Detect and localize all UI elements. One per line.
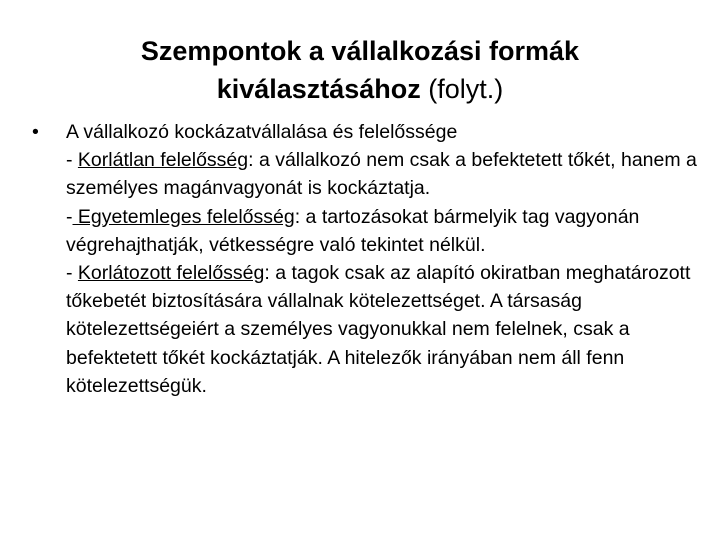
bullet-item (28, 118, 698, 146)
sub-item-text: : a tartozásokat bármelyik tag vagyonán végrehajthatják, vétkességre való tekintet nélkül. (66, 205, 640, 256)
sub-item-term: Korlátozott felelősség (77, 262, 265, 285)
sub-item-text: : a vállalkozó nem csak a befektetett tőkét, hanem a személyes magánvagyonát is kockáztatja. (66, 149, 697, 200)
sub-item-unlimited-liability (28, 146, 698, 202)
title-line-2-bold: kiválasztásához (216, 74, 421, 104)
title-line-2 (60, 70, 660, 108)
slide-body (28, 118, 698, 400)
sub-item-joint-liability (28, 203, 698, 259)
bullet-text: A vállalkozó kockázatvállalása és felelőssége (66, 121, 458, 143)
sub-item-dash: - (66, 262, 78, 285)
sub-item-dash: - (66, 205, 73, 228)
sub-item-term: Egyetemleges felelősség (72, 205, 295, 228)
bullet-symbol: • (32, 121, 39, 143)
slide-title (60, 32, 660, 108)
sub-item-term: Korlátlan felelősség (77, 149, 249, 172)
title-line-2-rest: (folyt.) (420, 74, 504, 104)
sub-item-limited-liability (28, 259, 698, 400)
title-line-1: Szempontok a vállalkozási formák (140, 36, 580, 66)
sub-item-text: : a tagok csak az alapító okiratban meghatározott tőkebetét biztosítására vállalnak kötelezettséget. A társaság kötelezettségeiért a személyes vagyonukkal nem felelnek, csak a befektetett tőkét kockáztatják. A hitelezők irányában nem áll fenn kötelezettségük. (66, 262, 691, 397)
sub-item-dash: - (66, 149, 78, 172)
